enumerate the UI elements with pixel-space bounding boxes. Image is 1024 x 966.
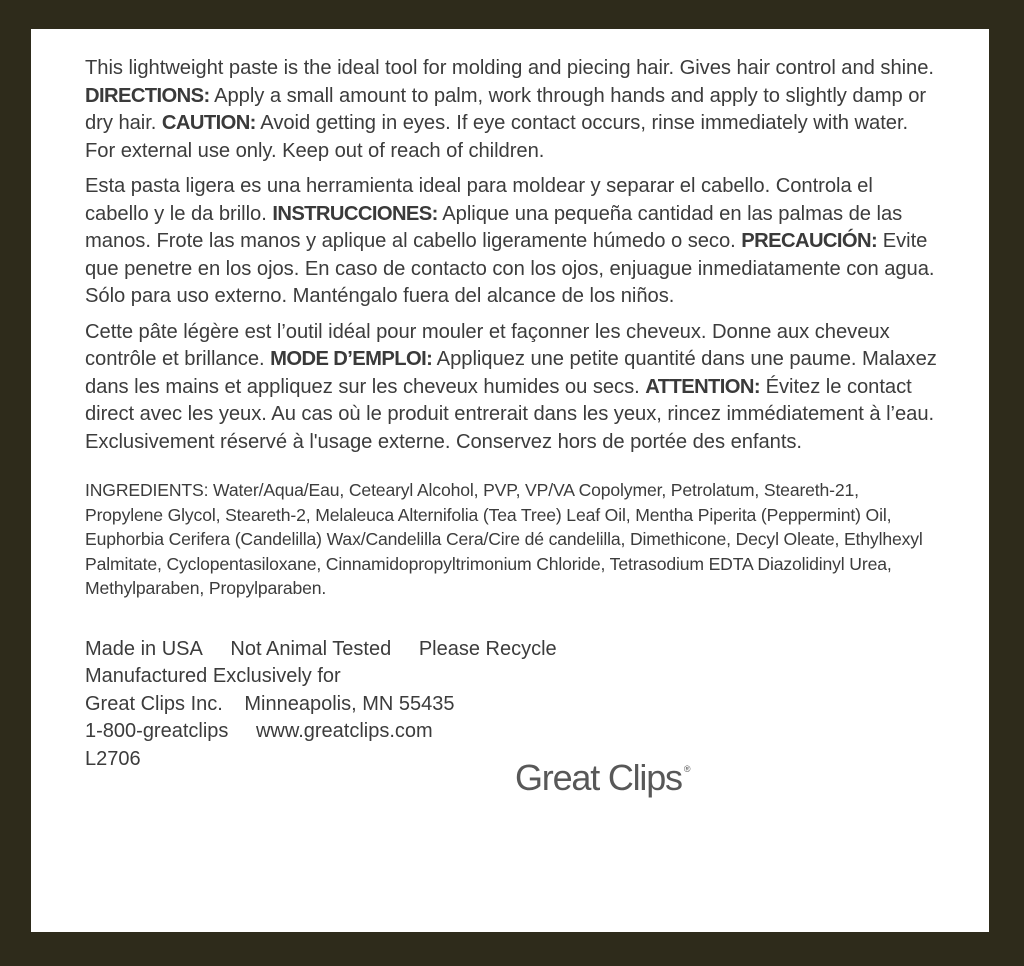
logo-text: Great Clips bbox=[515, 756, 682, 798]
spanish-caution: Evite que penetre en los ojos. En caso de contacto con los ojos, enjuague inmediatamente con agua. Sólo para uso externo. Manténgalo fuera del alcance de los niños. bbox=[85, 230, 935, 307]
french-paragraph bbox=[85, 319, 939, 457]
spanish-caution-label: PRECAUCIÓN: bbox=[741, 230, 878, 252]
french-caution-label: ATTENTION: bbox=[645, 375, 760, 398]
french-directions: Appliquez une petite quantité dans une paume. Malaxez dans les mains et appliquez sur les cheveux humides ou secs. bbox=[85, 348, 937, 398]
great-clips-logo bbox=[515, 756, 691, 798]
phone-number: 1-800-greatclips bbox=[85, 720, 229, 743]
french-caution: Évitez le contact direct avec les yeux. Au cas où le produit entrerait dans les yeux, rincez immédiatement à l’eau. Exclusivement réservé à l'usage externe. Conservez hors de portée des enfants. bbox=[85, 375, 935, 453]
english-directions: Apply a small amount to palm, work through hands and apply to slightly damp or dry hair. bbox=[85, 84, 927, 134]
website-link: www.greatclips.com bbox=[255, 720, 433, 743]
spanish-directions: Aplique una pequeña cantidad en las palmas de las manos. Frote las manos y aplique al cabello ligeramente húmedo o seco. bbox=[85, 202, 903, 252]
ingredients-list: INGREDIENTS: Water/Aqua/Eau, Cetearyl Alcohol, PVP, VP/VA Copolymer, Petrolatum, Steareth-21, Propylene Glycol, Steareth-2, Melaleuca Alternifolia (Tea Tree) Leaf Oil, Mentha Piperita (Peppermint) Oil, Euphorbia Cerifera (Candelilla) Wax/Candelilla Cera/Cire dé candelilla, Dimethicone, Decyl Oleate, Ethylhexyl Palmitate, Cyclopentasiloxane, Cinnamidopropyltrimonium Chloride, Tetrasodium EDTA Diazolidinyl Urea, Methylparaben, Propylparaben. bbox=[85, 480, 923, 599]
please-recycle: Please Recycle bbox=[418, 637, 557, 660]
address-line bbox=[85, 691, 939, 719]
not-animal-tested: Not Animal Tested bbox=[230, 637, 392, 660]
registered-mark: ® bbox=[683, 763, 691, 774]
company-city: Minneapolis, MN 55435 bbox=[244, 692, 455, 715]
french-directions-label: MODE D’EMPLOI: bbox=[270, 348, 433, 370]
english-caution-label: CAUTION: bbox=[161, 112, 256, 134]
manufacturer-info bbox=[85, 636, 939, 798]
spanish-directions-label: INSTRUCCIONES: bbox=[272, 202, 438, 225]
product-code: L2706 bbox=[85, 747, 141, 770]
claims-line bbox=[85, 636, 939, 664]
english-paragraph bbox=[85, 55, 939, 165]
english-caution: Avoid getting in eyes. If eye contact occurs, rinse immediately with water. For external use only. Keep out of reach of children. bbox=[85, 112, 909, 162]
contact-line bbox=[85, 718, 939, 746]
made-in-usa: Made in USA bbox=[85, 637, 203, 660]
spanish-paragraph bbox=[85, 173, 939, 311]
english-directions-label: DIRECTIONS: bbox=[85, 84, 210, 107]
english-intro: This lightweight paste is the ideal tool for molding and piecing hair. Gives hair control and shine. bbox=[85, 57, 934, 79]
manufactured-for: Manufactured Exclusively for bbox=[85, 665, 341, 688]
french-intro: Cette pâte légère est l’outil idéal pour mouler et façonner les cheveux. Donne aux cheveux contrôle et brillance. bbox=[85, 320, 890, 370]
company-name: Great Clips Inc. bbox=[85, 692, 223, 715]
spanish-intro: Esta pasta ligera es una herramienta ideal para moldear y separar el cabello. Controla el cabello y le da brillo. bbox=[85, 175, 873, 225]
label-panel bbox=[31, 29, 989, 932]
